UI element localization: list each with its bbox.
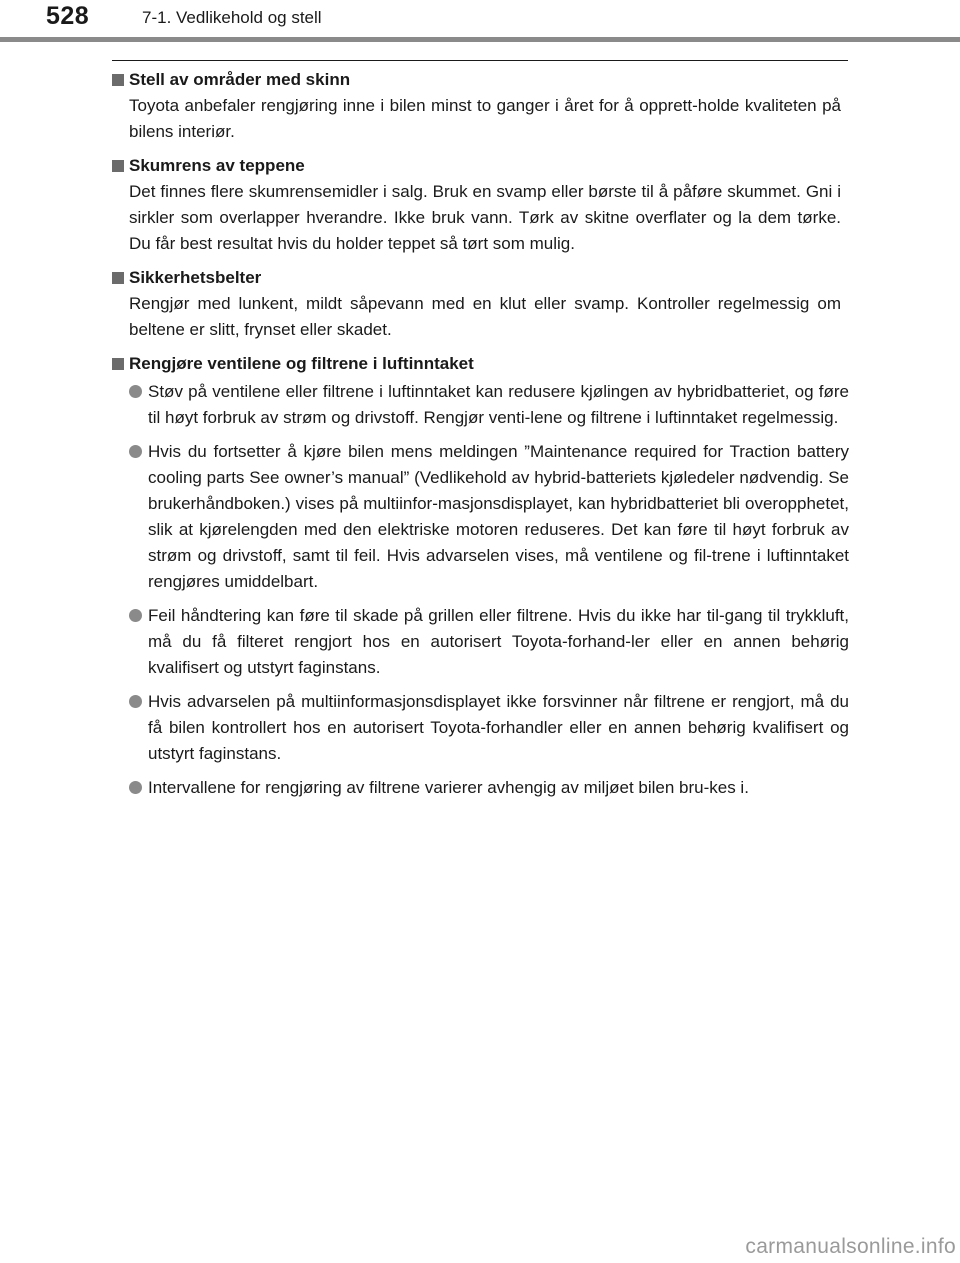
section-body: Det finnes flere skumrensemidler i salg. Bruk en svamp eller børste til å påføre skummet. Gni i sirkler som overlapper hverandre. Ikke bruk vann. Tørk av skitne overflater og la dem tørke. Du får best resultat hvis du holder teppet så tørt som mulig. bbox=[129, 182, 841, 253]
section-heading-text: Skumrens av teppene bbox=[129, 156, 305, 175]
square-bullet-icon bbox=[112, 74, 124, 86]
section-air-intake-vents bbox=[112, 351, 849, 801]
list-item bbox=[129, 775, 849, 801]
list-item-text: Støv på ventilene eller filtrene i luftinntaket kan redusere kjølingen av hybridbatteriet, og føre til høyt forbruk av strøm og drivstoff. Rengjør venti-lene og filtrene i luftinntaket regelmessig. bbox=[148, 382, 849, 427]
section-heading bbox=[112, 153, 849, 179]
circle-bullet-icon bbox=[129, 695, 142, 708]
page-number: 528 bbox=[46, 2, 90, 30]
list-item bbox=[129, 603, 849, 681]
content-rule bbox=[112, 60, 848, 61]
list-item-text: Hvis advarselen på multiinformasjonsdisplayet ikke forsvinner når filtrene er rengjort, må du få bilen kontrollert hos en autorisert Toyota-forhandler eller en annen behørig kvalifisert og utstyrt faginstans. bbox=[148, 692, 849, 763]
list-item bbox=[129, 379, 849, 431]
circle-bullet-icon bbox=[129, 445, 142, 458]
square-bullet-icon bbox=[112, 358, 124, 370]
section-heading-text: Rengjøre ventilene og filtrene i luftinntaket bbox=[129, 354, 474, 373]
list-item-text: Feil håndtering kan føre til skade på grillen eller filtrene. Hvis du ikke har til-gang til trykkluft, må du få filteret rengjort hos en autorisert Toyota-forhand-ler eller en annen behørig kvalifisert og utstyrt faginstans. bbox=[148, 606, 849, 677]
header-rule bbox=[0, 37, 960, 42]
circle-bullet-icon bbox=[129, 609, 142, 622]
page-content bbox=[112, 67, 849, 809]
section-seat-belts bbox=[112, 265, 849, 343]
section-body: Rengjør med lunkent, mildt såpevann med en klut eller svamp. Kontroller regelmessig om beltene er slitt, frynset eller skadet. bbox=[129, 294, 841, 339]
chapter-title: 7-1. Vedlikehold og stell bbox=[142, 8, 322, 27]
list-item-text: Intervallene for rengjøring av filtrene varierer avhengig av miljøet bilen bru-kes i. bbox=[148, 778, 749, 797]
section-heading-text: Stell av områder med skinn bbox=[129, 70, 351, 89]
section-heading bbox=[112, 265, 849, 291]
watermark: carmanualsonline.info bbox=[745, 1235, 956, 1258]
list-item bbox=[129, 689, 849, 767]
square-bullet-icon bbox=[112, 160, 124, 172]
square-bullet-icon bbox=[112, 272, 124, 284]
section-heading bbox=[112, 67, 849, 93]
section-body: Toyota anbefaler rengjøring inne i bilen minst to ganger i året for å opprett-holde kvaliteten på bilens interiør. bbox=[129, 96, 841, 141]
list-item-text: Hvis du fortsetter å kjøre bilen mens meldingen ”Maintenance required for Traction battery cooling parts See owner’s manual” (Vedlikehold av hybrid-batteriets kjøledeler nødvendig. Se brukerhåndboken.) vises på multiinfor-masjonsdisplayet, kan hybridbatteriet bli overopphetet, slik at kjørelengden med den elektriske motoren reduseres. Det kan føre til høyt forbruk av strøm og drivstoff, samt til feil. Hvis advarselen vises, må ventilene og fil-trene i luftinntaket rengjøres umiddelbart. bbox=[148, 442, 849, 591]
section-heading bbox=[112, 351, 849, 377]
circle-bullet-icon bbox=[129, 385, 142, 398]
section-leather-care bbox=[112, 67, 849, 145]
circle-bullet-icon bbox=[129, 781, 142, 794]
list-item bbox=[129, 439, 849, 595]
section-heading-text: Sikkerhetsbelter bbox=[129, 268, 262, 287]
section-carpet-foam-cleaning bbox=[112, 153, 849, 257]
bullet-list bbox=[129, 379, 849, 801]
